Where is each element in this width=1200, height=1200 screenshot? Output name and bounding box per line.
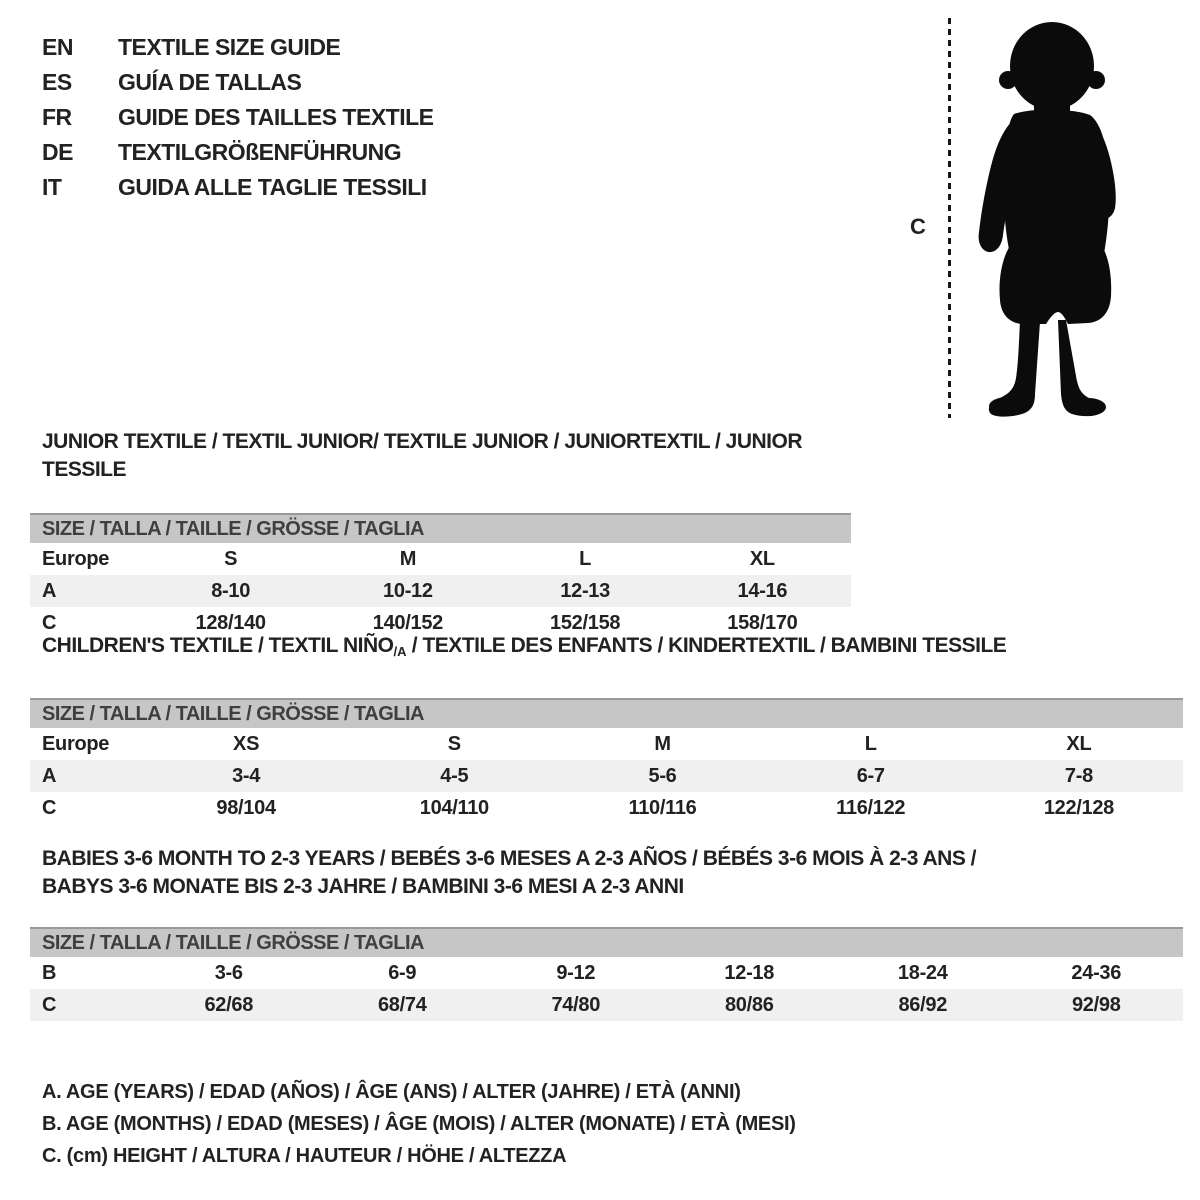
language-row [42, 30, 434, 65]
children-table-header: SIZE / TALLA / TAILLE / GRÖSSE / TAGLIA [30, 698, 1183, 728]
language-list [42, 30, 434, 205]
language-title: GUÍA DE TALLAS [118, 69, 302, 95]
size-cell: XL [1066, 733, 1092, 755]
table-row [30, 989, 1183, 1021]
size-cell: 98/104 [216, 797, 276, 819]
children-section-title [42, 632, 1183, 666]
size-cell: S [224, 548, 238, 570]
size-cell: 12-13 [560, 580, 610, 602]
babies-table-header: SIZE / TALLA / TAILLE / GRÖSSE / TAGLIA [30, 927, 1183, 957]
table-row [30, 543, 851, 575]
babies-size-table [30, 927, 1183, 1021]
height-measure-label: C [910, 214, 926, 239]
legend-line: A. AGE (YEARS) / EDAD (AÑOS) / ÂGE (ANS) / ALTER (JAHRE) / ETÀ (ANNI) [42, 1081, 741, 1103]
size-cell: 62/68 [204, 994, 254, 1016]
row-label: A [42, 580, 57, 602]
language-title: GUIDE DES TAILLES TEXTILE [118, 104, 434, 130]
size-cell: 158/170 [727, 612, 798, 634]
size-cell: 24-36 [1071, 962, 1122, 984]
size-cell: 104/110 [419, 797, 489, 819]
table-row [30, 792, 1183, 824]
size-cell: 3-6 [214, 962, 243, 984]
legend-line: C. (cm) HEIGHT / ALTURA / HAUTEUR / HÖHE / ALTEZZA [42, 1145, 567, 1167]
row-label: C [42, 797, 57, 819]
row-label: C [42, 612, 57, 634]
language-code: DE [42, 139, 73, 165]
size-cell: 80/86 [724, 994, 774, 1016]
size-cell: 86/92 [898, 994, 948, 1016]
junior-title-text: JUNIOR TEXTILE / TEXTIL JUNIOR/ TEXTILE JUNIOR / JUNIORTEXTIL / JUNIOR TESSILE [42, 430, 802, 481]
language-title: GUIDA ALLE TAGLIE TESSILI [118, 174, 427, 200]
language-title: TEXTILGRÖßENFÜHRUNG [118, 139, 402, 165]
size-cell: M [399, 548, 417, 570]
legend-line: B. AGE (MONTHS) / EDAD (MESES) / ÂGE (MOIS) / ALTER (MONATE) / ETÀ (MESI) [42, 1113, 796, 1135]
size-cell: 110/116 [628, 797, 697, 819]
language-title: TEXTILE SIZE GUIDE [118, 34, 341, 60]
row-label: Europe [42, 733, 110, 755]
children-size-table [30, 698, 1183, 824]
size-cell: 18-24 [897, 962, 948, 984]
row-label: A [42, 765, 57, 787]
size-cell: 122/128 [1043, 797, 1115, 819]
size-cell: 128/140 [195, 612, 266, 634]
size-cell: 14-16 [737, 580, 788, 602]
row-label: B [42, 962, 57, 984]
junior-size-table [30, 513, 851, 639]
table-row [30, 575, 851, 607]
size-cell: 9-12 [556, 962, 596, 984]
babies-section-title [42, 845, 1183, 901]
babies-title-line2: BABYS 3-6 MONATE BIS 2-3 JAHRE / BAMBINI 3-6 MESI A 2-3 ANNI [42, 875, 684, 898]
size-cell: 140/152 [372, 612, 443, 634]
size-cell: 68/74 [377, 994, 427, 1016]
language-row [42, 170, 434, 205]
junior-table-header: SIZE / TALLA / TAILLE / GRÖSSE / TAGLIA [30, 513, 851, 543]
height-measure-line [948, 18, 951, 418]
language-code: IT [42, 174, 62, 200]
table-row [30, 728, 1183, 760]
size-cell: L [864, 733, 877, 755]
children-title-suffix: / TEXTILE DES ENFANTS / KINDERTEXTIL / BAMBINI TESSILE [406, 634, 1007, 657]
table-row [30, 957, 1183, 989]
size-cell: 116/122 [836, 797, 906, 819]
measurement-legend [42, 1076, 796, 1172]
size-cell: 12-18 [724, 962, 775, 984]
size-cell: 74/80 [551, 994, 601, 1016]
section-children-textile [30, 632, 1183, 824]
size-cell: 3-4 [232, 765, 261, 787]
language-code: FR [42, 104, 72, 130]
junior-section-title [42, 428, 851, 484]
language-code: ES [42, 69, 72, 95]
section-babies-textile [30, 845, 1183, 1021]
size-cell: 10-12 [383, 580, 433, 602]
row-label: Europe [42, 548, 110, 570]
language-row [42, 100, 434, 135]
size-cell: S [447, 733, 461, 755]
row-label: C [42, 994, 57, 1016]
size-cell: XL [749, 548, 775, 570]
height-figure [900, 10, 1170, 422]
children-title-text: CHILDREN'S TEXTILE / TEXTIL NIÑO [42, 634, 394, 657]
size-cell: 92/98 [1071, 994, 1121, 1016]
size-cell: 6-9 [388, 962, 417, 984]
size-cell: 7-8 [1064, 765, 1093, 787]
language-row [42, 65, 434, 100]
size-cell: L [579, 548, 592, 570]
table-row [30, 760, 1183, 792]
language-code: EN [42, 34, 73, 60]
size-cell: XS [233, 733, 260, 755]
size-cell: 6-7 [856, 765, 885, 787]
size-cell: 152/158 [550, 612, 621, 634]
size-cell: 8-10 [211, 580, 251, 602]
size-cell: M [654, 733, 671, 755]
children-title-subscript: /A [393, 644, 407, 659]
baby-silhouette-icon [962, 14, 1140, 418]
babies-title-line1: BABIES 3-6 MONTH TO 2-3 YEARS / BEBÉS 3-6 MESES A 2-3 AÑOS / BÉBÉS 3-6 MOIS À 2-3 ANS / [42, 847, 977, 870]
size-cell: 5-6 [648, 765, 677, 787]
size-cell: 4-5 [440, 765, 469, 787]
language-row [42, 135, 434, 170]
section-junior-textile [30, 428, 851, 639]
